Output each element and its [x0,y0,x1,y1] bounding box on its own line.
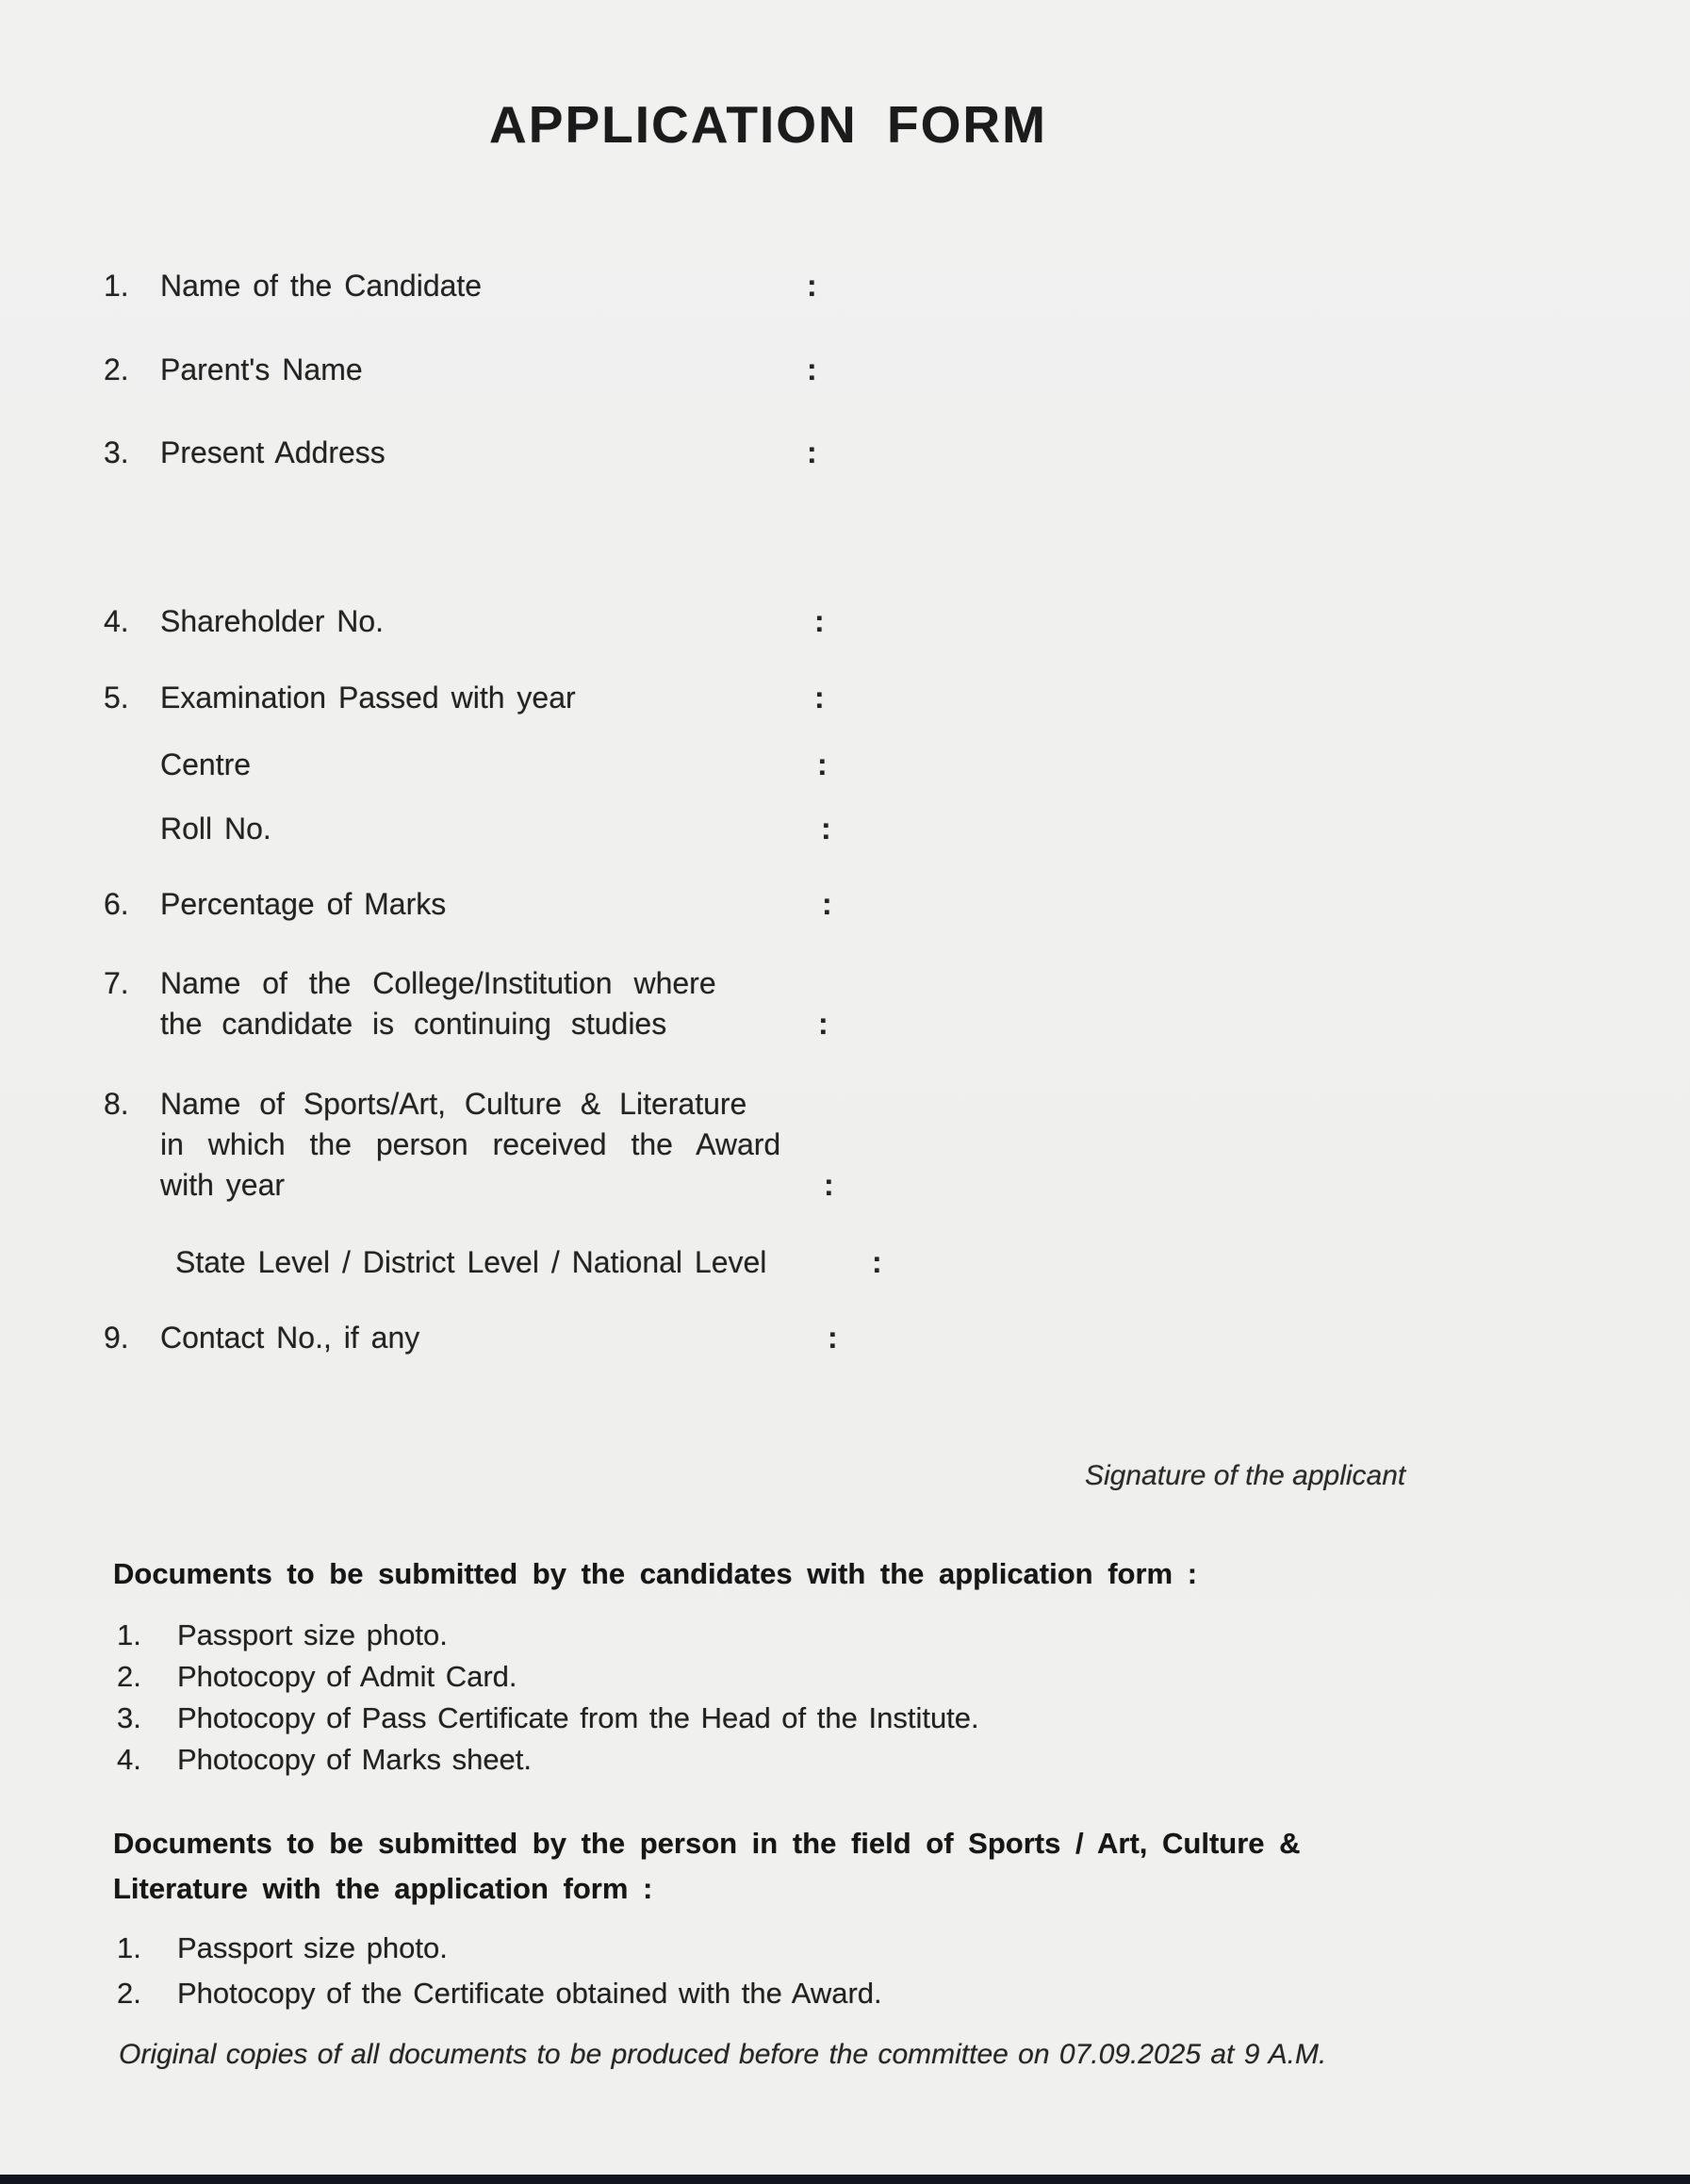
field-colon: : [822,887,832,921]
field-label: Shareholder No. [160,604,385,638]
documents-heading-sports [113,1821,1301,1912]
field-number: 9. [104,1321,129,1355]
item-text: Photocopy of the Certificate obtained with the Award. [177,1977,882,2010]
item-number: 4. [117,1743,141,1776]
signature-caption: Signature of the applicant [1085,1460,1406,1491]
field-number: 3. [104,435,129,469]
field-colon: : [828,1321,838,1355]
field-colon: : [814,604,825,638]
item-text: Photocopy of Marks sheet. [177,1743,533,1776]
field-colon: : [814,681,825,714]
item-text: Passport size photo. [177,1931,448,1964]
page-title: APPLICATION FORM [489,95,1047,154]
field-label: Examination Passed with year [160,681,576,714]
item-number: 1. [117,1618,141,1651]
field-label-line: Name of Sports/Art, Culture & Literature [160,1087,747,1121]
documents-heading-line: Documents to be submitted by the candidates with the application form : [113,1557,1198,1590]
documents-heading-candidates [113,1552,1197,1597]
field-colon: : [807,435,817,469]
field-number: 6. [104,887,129,921]
field-label-line: Name of the College/Institution where [160,966,716,1000]
field-label: Percentage of Marks [160,887,447,921]
field-colon: : [817,747,828,781]
field-number: 8. [104,1087,129,1121]
scanner-edge-bar [0,2175,1690,2184]
field-colon: : [872,1245,882,1279]
field-label [160,1084,780,1206]
field-label [160,963,716,1044]
field-label-line: the candidate is continuing studies [160,1007,667,1041]
field-colon: : [824,1168,834,1202]
item-number: 2. [117,1977,141,2010]
field-label: Name of the Candidate [160,269,483,303]
field-number: 2. [104,353,129,386]
field-label: Centre [160,747,252,781]
item-text: Photocopy of Pass Certificate from the Head of the Institute. [177,1701,979,1734]
footer-note: Original copies of all documents to be produced before the committee on 07.09.2025 at 9 A.M. [119,2039,1327,2070]
item-number: 2. [117,1660,141,1693]
field-colon: : [807,269,817,303]
item-text: Photocopy of Admit Card. [177,1660,517,1693]
field-colon: : [818,1007,829,1041]
field-label-line: in which the person received the Award [160,1127,781,1161]
field-number: 4. [104,604,129,638]
field-label: Parent's Name [160,353,363,386]
field-number: 5. [104,681,129,714]
field-label: Contact No., if any [160,1321,420,1355]
field-label-line: with year [160,1168,286,1202]
field-label: Roll No. [160,812,271,846]
field-colon: : [807,353,817,386]
field-colon: : [821,812,831,846]
field-label: Present Address [160,435,386,469]
field-number: 7. [104,966,129,1000]
item-number: 1. [117,1931,141,1964]
item-number: 3. [117,1701,141,1734]
documents-heading-line: Literature with the application form : [113,1872,653,1905]
field-label: State Level / District Level / National Level [175,1245,767,1279]
field-number: 1. [104,269,129,303]
item-text: Passport size photo. [177,1618,448,1651]
documents-heading-line: Documents to be submitted by the person in the field of Sports / Art, Culture & [113,1827,1301,1860]
